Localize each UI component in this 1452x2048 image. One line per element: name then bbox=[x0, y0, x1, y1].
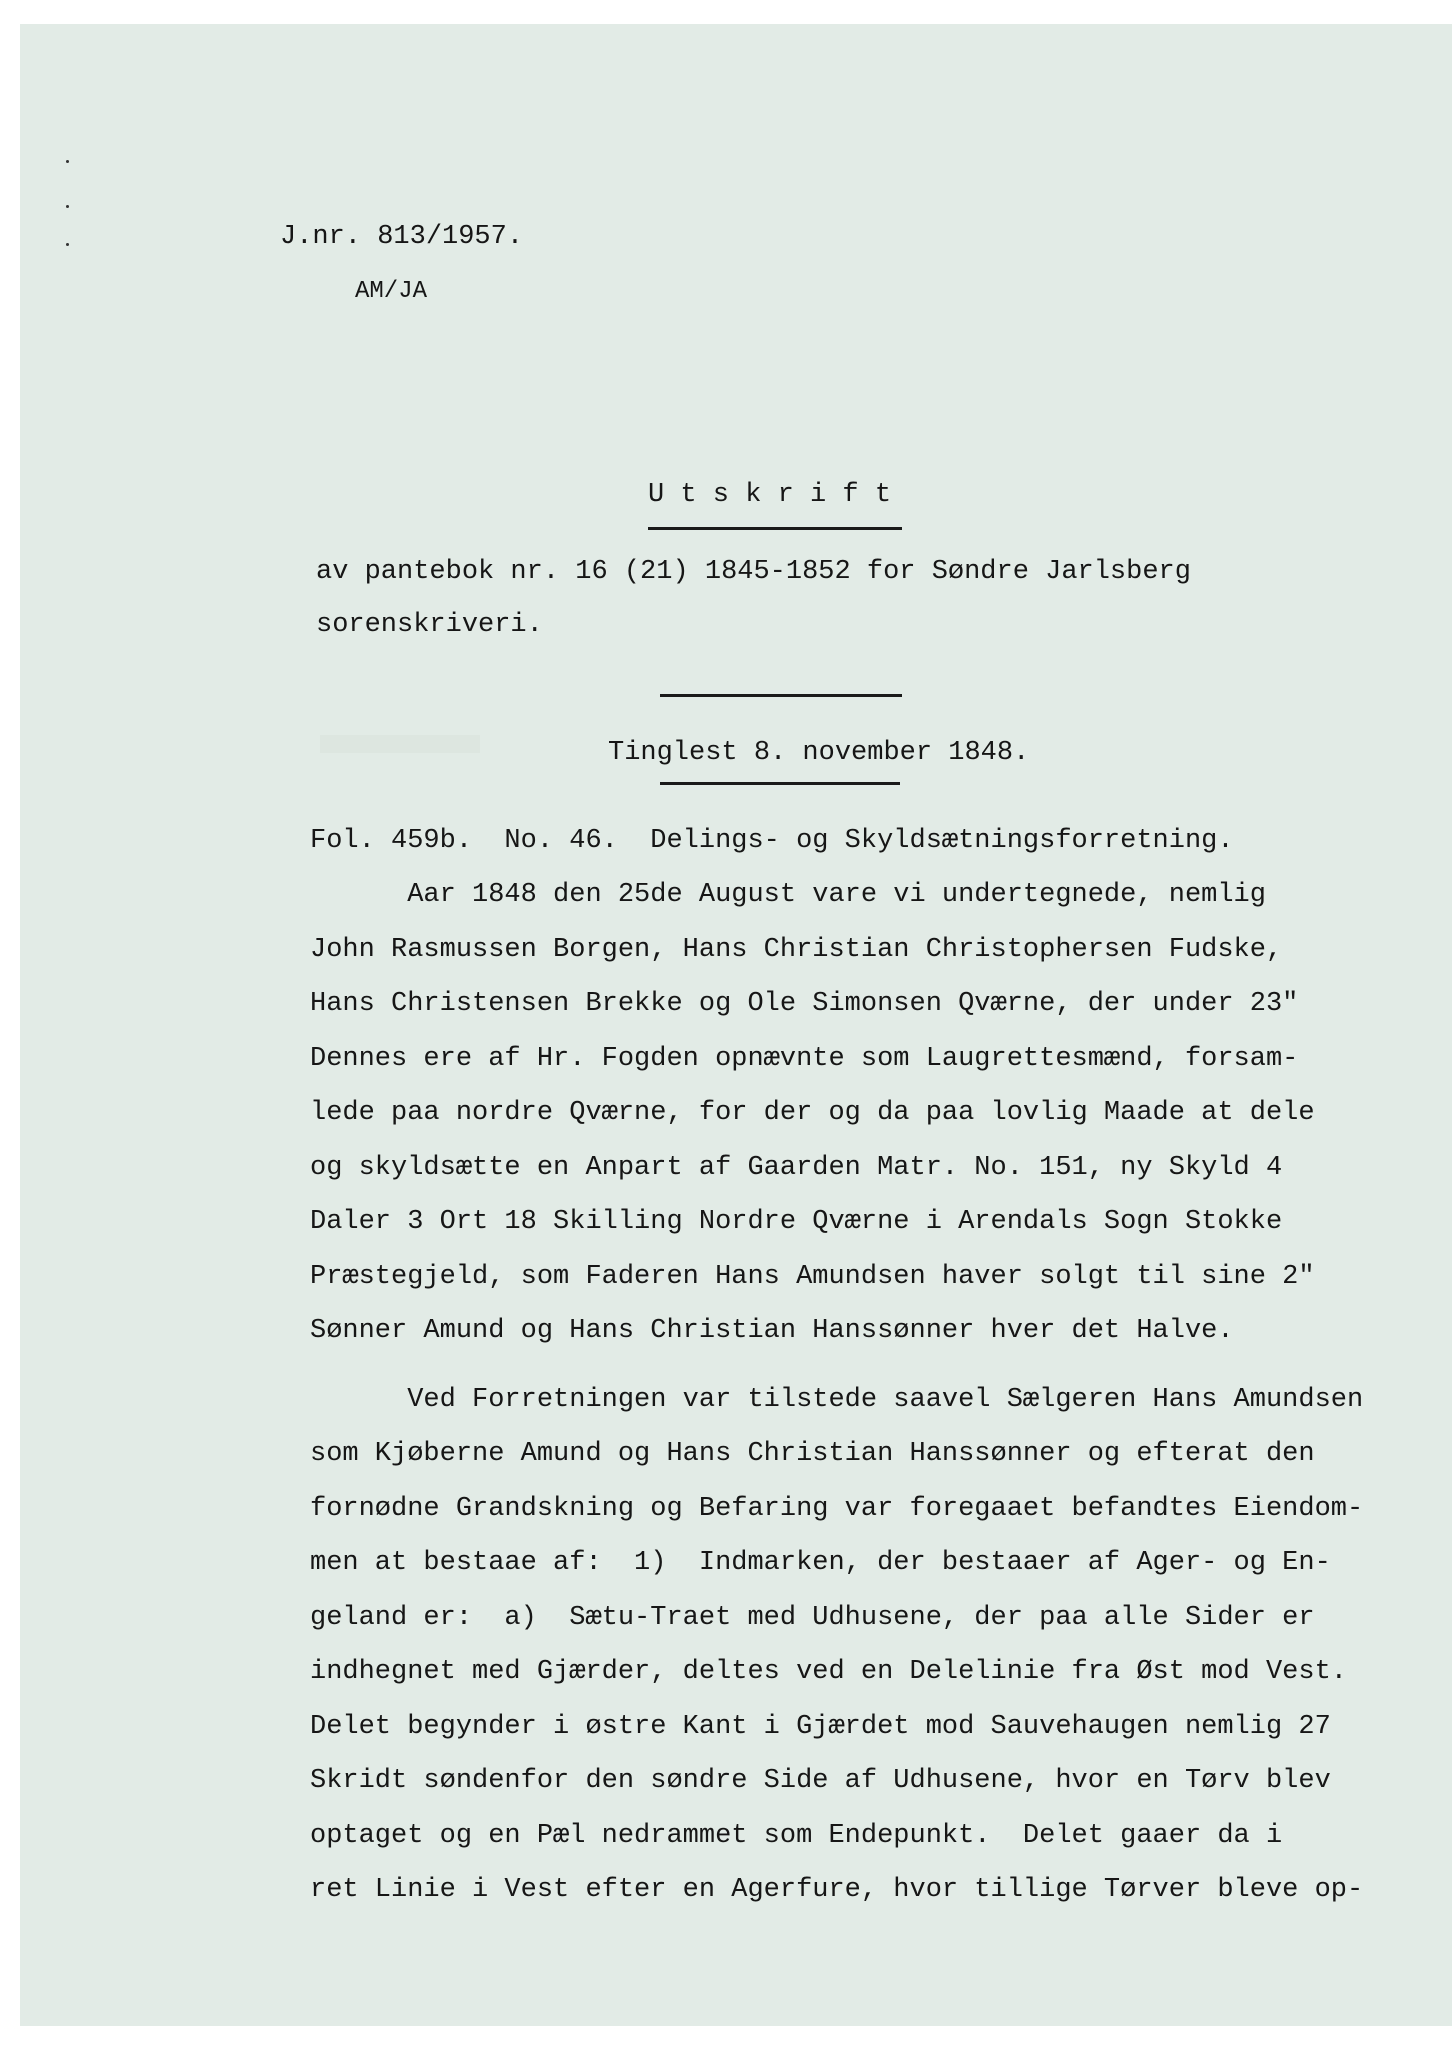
document-title: U t s k r i f t bbox=[648, 480, 892, 510]
text-line: John Rasmussen Borgen, Hans Christian Christophersen Fudske, bbox=[310, 935, 1283, 965]
text-line: Daler 3 Ort 18 Skilling Nordre Qværne i Arendals Sogn Stokke bbox=[310, 1207, 1283, 1237]
text-line: Hans Christensen Brekke og Ole Simonsen Qværne, der under 23" bbox=[310, 989, 1299, 1019]
subtitle-line-1: av pantebok nr. 16 (21) 1845-1852 for Søndre Jarlsberg bbox=[316, 557, 1191, 587]
section-divider bbox=[660, 694, 902, 697]
journal-number: J.nr. 813/1957. bbox=[280, 222, 524, 252]
text-line: Delet begynder i østre Kant i Gjærdet mod Sauvehaugen nemlig 27 bbox=[310, 1712, 1331, 1742]
text-line: ret Linie i Vest efter en Agerfure, hvor tillige Tørver bleve op- bbox=[310, 1875, 1364, 1905]
title-underline bbox=[648, 527, 902, 530]
text-line: optaget og en Pæl nedrammet som Endepunkt. Delet gaaer da i bbox=[310, 1821, 1283, 1851]
text-line: Dennes ere af Hr. Fogden opnævnte som Laugrettesmænd, forsam- bbox=[310, 1044, 1299, 1074]
registration-date: Tinglest 8. november 1848. bbox=[608, 738, 1030, 768]
text-line: Sønner Amund og Hans Christian Hanssønner hver det Halve. bbox=[310, 1316, 1234, 1346]
text-line: Ved Forretningen var tilstede saavel Sælgeren Hans Amundsen bbox=[310, 1385, 1364, 1415]
text-line: indhegnet med Gjærder, deltes ved en Delelinie fra Øst mod Vest. bbox=[310, 1657, 1347, 1687]
date-underline bbox=[660, 782, 900, 785]
text-line: Præstegjeld, som Faderen Hans Amundsen haver solgt til sine 2" bbox=[310, 1262, 1315, 1292]
edge-mark bbox=[66, 243, 69, 246]
edge-mark bbox=[66, 160, 69, 163]
text-line: og skyldsætte en Anpart af Gaarden Matr. No. 151, ny Skyld 4 bbox=[310, 1153, 1283, 1183]
text-line: men at bestaae af: 1) Indmarken, der bestaaer af Ager- og En- bbox=[310, 1548, 1331, 1578]
text-line: geland er: a) Sætu-Traet med Udhusene, der paa alle Sider er bbox=[310, 1603, 1315, 1633]
text-line: fornødne Grandskning og Befaring var foregaaet befandtes Eiendom- bbox=[310, 1494, 1364, 1524]
text-line: som Kjøberne Amund og Hans Christian Hanssønner og efterat den bbox=[310, 1439, 1315, 1469]
text-line: Skridt søndenfor den søndre Side af Udhusene, hvor en Tørv blev bbox=[310, 1766, 1331, 1796]
subtitle-line-2: sorenskriveri. bbox=[316, 610, 543, 640]
initials: AM/JA bbox=[355, 278, 428, 305]
text-line: lede paa nordre Qværne, for der og da paa lovlig Maade at dele bbox=[310, 1098, 1315, 1128]
text-line: Fol. 459b. No. 46. Delings- og Skyldsætningsforretning. bbox=[310, 826, 1234, 856]
text-line: Aar 1848 den 25de August vare vi undertegnede, nemlig bbox=[310, 880, 1266, 910]
bleed-through-mark bbox=[320, 735, 480, 753]
edge-mark bbox=[66, 205, 69, 208]
